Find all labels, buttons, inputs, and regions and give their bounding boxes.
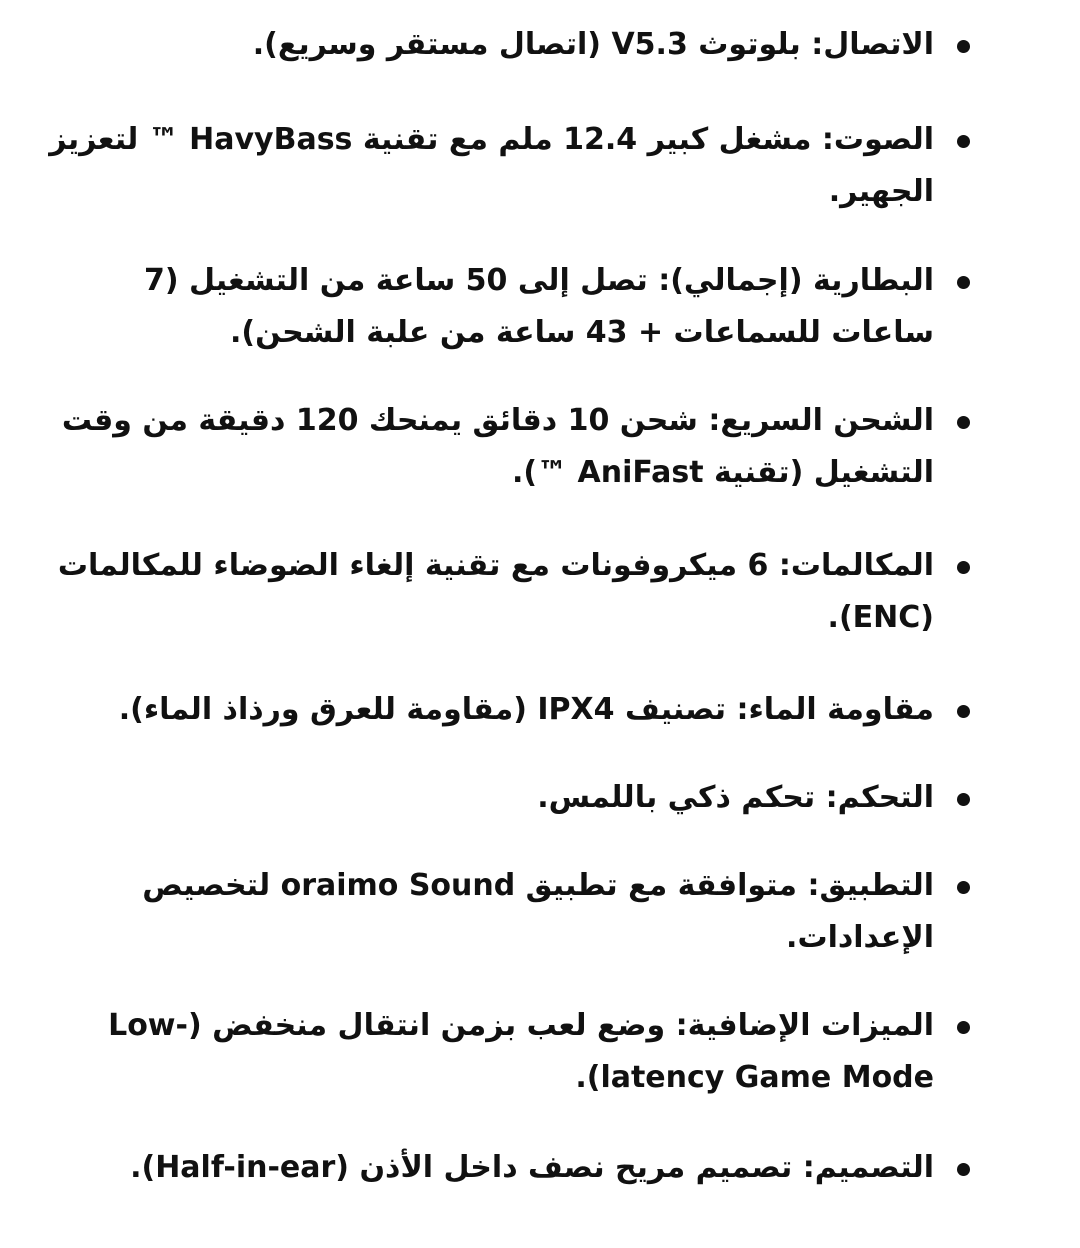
bullet-icon [957, 276, 970, 289]
list-item-controls [40, 772, 934, 824]
bullet-icon [957, 1163, 970, 1176]
spec-text: المكالمات: 6 ميكروفونات مع تقنية إلغاء الضوضاء للمكالمات (ENC). [57, 548, 934, 635]
spec-text: الشحن السريع: شحن 10 دقائق يمنحك 120 دقيقة من وقت التشغيل (تقنية AniFast ™). [61, 403, 934, 490]
bullet-icon [957, 135, 970, 148]
spec-text: مقاومة الماء: تصنيف IPX4 (مقاومة للعرق ورذاذ الماء). [118, 692, 934, 727]
list-item-battery [40, 255, 934, 359]
bullet-icon [957, 561, 970, 574]
spec-text: الصوت: مشغل كبير 12.4 ملم مع تقنية HavyBass ™ لتعزيز الجهير. [49, 122, 934, 209]
bullet-icon [957, 40, 970, 53]
list-item-app [40, 860, 934, 964]
list-item-extra-features [40, 1000, 934, 1104]
list-item-fast-charging [40, 395, 934, 499]
list-item-design [40, 1142, 934, 1194]
bullet-icon [957, 793, 970, 806]
bullet-icon [957, 416, 970, 429]
list-item-sound [40, 114, 934, 218]
spec-text: التصميم: تصميم مريح نصف داخل الأذن (Half-in-ear). [130, 1150, 934, 1185]
bullet-icon [957, 1021, 970, 1034]
spec-text: الميزات الإضافية: وضع لعب بزمن انتقال منخفض (Low-latency Game Mode). [108, 1008, 934, 1095]
list-item-connectivity [40, 19, 934, 71]
spec-text: التطبيق: متوافقة مع تطبيق oraimo Sound لتخصيص الإعدادات. [142, 868, 934, 955]
bullet-icon [957, 705, 970, 718]
spec-text: الاتصال: بلوتوث V5.3 (اتصال مستقر وسريع). [252, 27, 934, 62]
bullet-icon [957, 881, 970, 894]
spec-text: التحكم: تحكم ذكي باللمس. [537, 780, 934, 815]
spec-text: البطارية (إجمالي): تصل إلى 50 ساعة من التشغيل (7 ساعات للسماعات + 43 ساعة من علبة الشحن). [143, 263, 934, 350]
list-item-calls [40, 540, 934, 644]
list-item-water-resistance [40, 684, 934, 736]
